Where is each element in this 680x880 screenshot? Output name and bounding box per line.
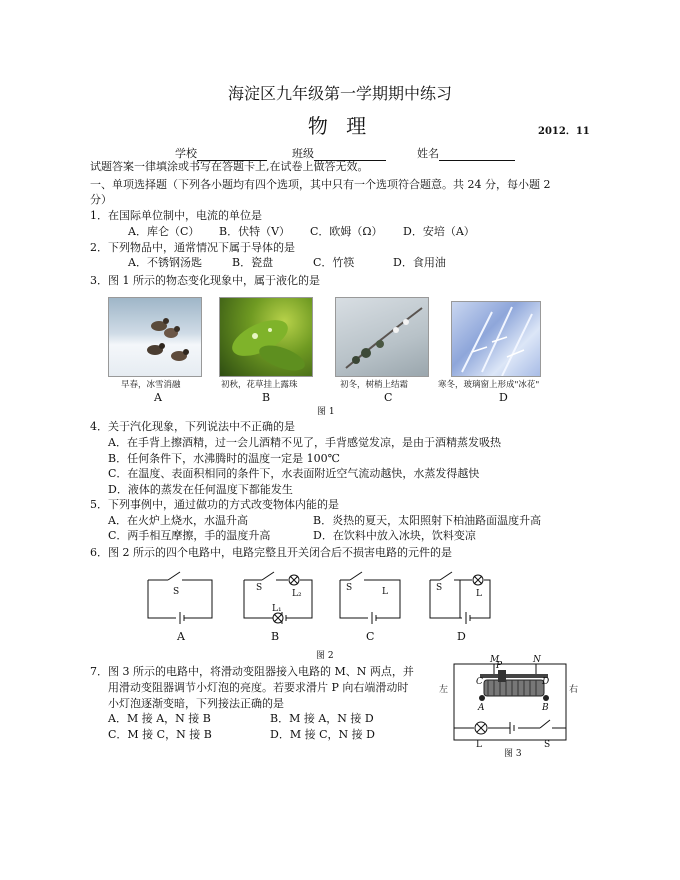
figure-3-rheostat [438, 650, 588, 760]
page-title: 海淀区九年级第一学期期中练习 [227, 84, 452, 103]
symbol-l: L [382, 587, 388, 597]
circuit-label-a: A [177, 630, 185, 643]
symbol-s: S [173, 587, 180, 597]
symbol-s: S [436, 583, 443, 593]
class-label: 班级 [292, 147, 314, 160]
circuit-label-d: D [457, 630, 466, 643]
label-b: B [262, 391, 271, 404]
photo-frost-branch [335, 297, 429, 377]
terminal-m: M [490, 655, 500, 665]
q5-option-b: B．炎热的夏天，太阳照射下柏油路面温度升高 [313, 514, 542, 527]
figure-1-title: 图 1 [317, 407, 335, 417]
battery-icon [510, 722, 514, 734]
caption-d: 寒冬，玻璃窗上形成"冰花" [438, 380, 540, 390]
photo-melting-snow [108, 297, 202, 377]
q1-option-a: A．库仑（C） [128, 225, 200, 238]
terminal-d: D [542, 677, 550, 687]
slider-p: P [496, 661, 503, 671]
q7-stem-3: 小灯泡逐渐变暗，下列接法正确的是 [108, 697, 284, 710]
q4-option-d: D．液体的蒸发在任何温度下都能发生 [108, 483, 293, 496]
caption-b: 初秋，花草挂上露珠 [221, 380, 298, 390]
label-c: C [384, 391, 393, 404]
symbol-l: L [476, 589, 482, 599]
q6-stem: 6．图 2 所示的四个电路中，电路完整且开关闭合后不损害电路的元件的是 [90, 546, 452, 559]
q7-option-a: A．M 接 A，N 接 B [108, 712, 211, 725]
q2-option-c: C．竹筷 [313, 256, 355, 269]
q7-option-c: C．M 接 C，N 接 B [108, 728, 212, 741]
bulb-icon [475, 722, 487, 734]
q1-option-c: C．欧姆（Ω） [310, 225, 383, 238]
battery-icon [180, 612, 184, 624]
figure-3-title: 图 3 [504, 749, 522, 759]
symbol-s: S [256, 583, 263, 593]
q7-option-b: B．M 接 A，N 接 D [270, 712, 374, 725]
q7-option-d: D．M 接 C，N 接 D [270, 728, 375, 741]
battery-icon [372, 612, 376, 624]
section-heading: 一、单项选择题（下列各小题均有四个选项，其中只有一个选项符合题意。共 24 分，每小题 2 [90, 178, 551, 191]
symbol-s: S [544, 740, 551, 750]
q7-stem-1: 7．图 3 所示的电路中，将滑动变阻器接入电路的 M、N 两点，并 [90, 665, 414, 678]
terminal-b: B [542, 703, 549, 713]
symbol-l2: L₂ [292, 589, 302, 599]
figure-2-title: 图 2 [316, 651, 334, 661]
left-label: 左 [439, 685, 449, 695]
terminal-n: N [533, 655, 541, 665]
terminal-c: C [476, 677, 483, 687]
q5-option-a: A．在火炉上烧水，水温升高 [108, 514, 248, 527]
name-field[interactable] [439, 149, 515, 161]
symbol-l: L [476, 740, 482, 750]
q2-option-b: B．瓷盘 [232, 256, 274, 269]
q5-option-c: C．两手相互摩擦，手的温度升高 [108, 529, 271, 542]
frost-branch-icon [336, 298, 428, 376]
q4-stem: 4．关于汽化现象，下列说法中不正确的是 [90, 420, 295, 433]
q2-option-a: A．不锈钢汤匙 [128, 256, 202, 269]
rheostat-icon [479, 670, 549, 701]
instruction-note: 试题答案一律填涂或书写在答题卡上,在试卷上做答无效。 [90, 160, 369, 173]
switch-icon [440, 572, 452, 580]
info-row [175, 145, 515, 161]
q1-option-d: D．安培（A） [403, 225, 475, 238]
circuit-diagrams [140, 568, 500, 663]
caption-a: 早春，冰雪消融 [121, 380, 181, 390]
circuit-b [244, 572, 312, 624]
subject-title: 物 理 [307, 114, 373, 138]
circuit-label-b: B [271, 630, 280, 643]
symbol-s: S [346, 583, 353, 593]
circuit-c [340, 572, 400, 624]
ducks-icon [109, 298, 201, 376]
section-heading-cont: 分） [90, 193, 112, 206]
q4-option-c: C．在温度、表面积相同的条件下，水表面附近空气流动越快，水蒸发得越快 [108, 467, 480, 480]
q4-option-b: B．任何条件下，水沸腾时的温度一定是 100℃ [108, 452, 340, 465]
right-label: 右 [569, 685, 579, 695]
switch-icon [350, 572, 362, 580]
switch-icon [168, 572, 180, 580]
circuit-label-c: C [366, 630, 375, 643]
school-label: 学校 [175, 147, 197, 160]
q2-option-d: D．食用油 [393, 256, 446, 269]
label-d: D [499, 391, 508, 404]
ice-flower-icon [452, 302, 540, 376]
label-a: A [154, 391, 162, 404]
exam-date: 2012．11 [538, 126, 590, 137]
switch-icon [262, 572, 274, 580]
terminal-a: A [478, 703, 485, 713]
q5-stem: 5．下列事例中，通过做功的方式改变物体内能的是 [90, 498, 339, 511]
photo-dew-leaves [219, 297, 313, 377]
leaf-icon [220, 298, 312, 376]
q2-stem: 2．下列物品中，通常情况下属于导体的是 [90, 241, 295, 254]
q4-option-a: A．在手背上擦酒精，过一会儿酒精不见了，手背感觉发凉，是由于酒精蒸发吸热 [108, 436, 501, 449]
switch-icon [540, 720, 550, 728]
photo-ice-flowers [451, 301, 541, 377]
q1-option-b: B．伏特（V） [219, 225, 291, 238]
symbol-l1: L₁ [272, 604, 282, 614]
circuit-a [148, 572, 212, 624]
battery-icon [466, 612, 470, 624]
q7-stem-2: 用滑动变阻器调节小灯泡的亮度。若要求滑片 P 向右端滑动时 [108, 681, 409, 694]
q3-stem: 3．图 1 所示的物态变化现象中，属于液化的是 [90, 274, 320, 287]
q1-stem: 1．在国际单位制中，电流的单位是 [90, 209, 262, 222]
q5-option-d: D．在饮料中放入冰块，饮料变凉 [313, 529, 476, 542]
name-label: 姓名 [417, 147, 439, 160]
caption-c: 初冬，树梢上结霜 [340, 380, 409, 390]
